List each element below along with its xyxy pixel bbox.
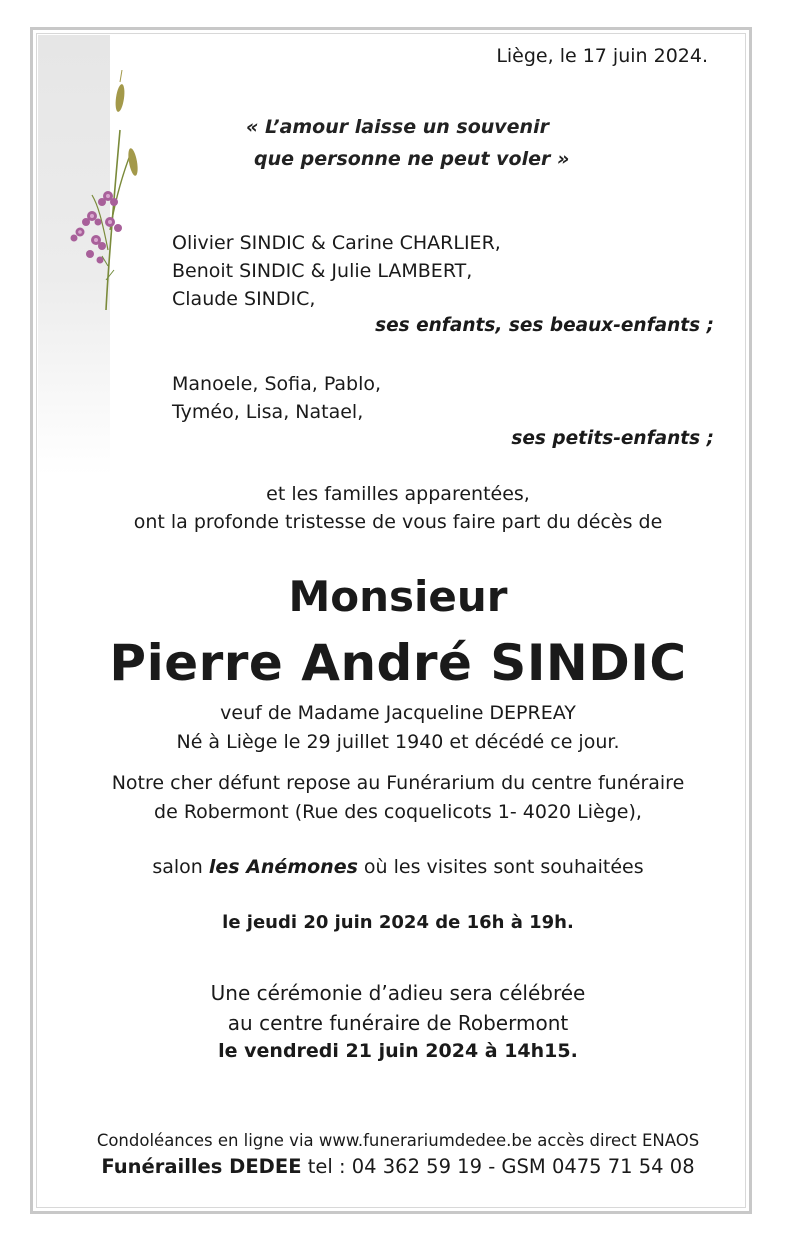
grandchildren-names	[172, 370, 381, 426]
deceased-name: Pierre André SINDIC	[109, 634, 687, 692]
condolences-line: Condoléances en ligne via www.funerariumdedee.be accès direct ENAOS	[96, 1131, 700, 1150]
quote-line-2: que personne ne peut voler »	[254, 148, 570, 170]
ceremony-date: le vendredi 21 juin 2024 à 14h15.	[218, 1040, 578, 1062]
birth-death-line: Né à Liège le 29 juillet 1940 et décédé ce jour.	[176, 731, 620, 753]
salon-suffix: où les visites sont souhaitées	[357, 856, 644, 878]
salon-line	[0, 856, 796, 878]
ceremony-line-1: Une cérémonie d’adieu sera célébrée	[210, 981, 586, 1005]
salon-prefix: salon	[152, 856, 209, 878]
quote-line-1: « L’amour laisse un souvenir	[246, 116, 549, 138]
child-name: Benoit SINDIC & Julie LAMBERT,	[172, 260, 473, 282]
children-names	[172, 229, 501, 313]
ceremony-line-2: au centre funéraire de Robermont	[227, 1011, 569, 1035]
rest-line-1: Notre cher défunt repose au Funérarium du centre funéraire	[111, 772, 685, 794]
visit-time: le jeudi 20 juin 2024 de 16h à 19h.	[222, 912, 574, 933]
families-line: et les familles apparentées,	[266, 483, 530, 505]
child-name: Olivier SINDIC & Carine CHARLIER,	[172, 232, 501, 254]
salon-name: les Anémones	[208, 856, 358, 878]
flower-illustration	[62, 70, 152, 320]
grandchild-name: Manoele, Sofia, Pablo,	[172, 373, 382, 395]
child-name: Claude SINDIC,	[172, 288, 316, 310]
grandchildren-role: ses petits-enfants ;	[511, 428, 714, 449]
company-name: Funérailles DEDEE	[101, 1155, 302, 1178]
announcement-line: ont la profonde tristesse de vous faire part du décès de	[133, 511, 663, 533]
grandchild-name: Tyméo, Lisa, Natael,	[172, 401, 364, 423]
deceased-title: Monsieur	[288, 572, 508, 621]
rest-line-2: de Robermont (Rue des coquelicots 1- 4020 Liège),	[154, 801, 642, 823]
widower-line: veuf de Madame Jacqueline DEPREAY	[220, 702, 576, 724]
contact-line	[0, 1155, 796, 1178]
children-role: ses enfants, ses beaux-enfants ;	[375, 315, 714, 336]
phone-numbers: tel : 04 362 59 19 - GSM 0475 71 54 08	[301, 1155, 695, 1178]
date-line: Liège, le 17 juin 2024.	[496, 45, 708, 67]
